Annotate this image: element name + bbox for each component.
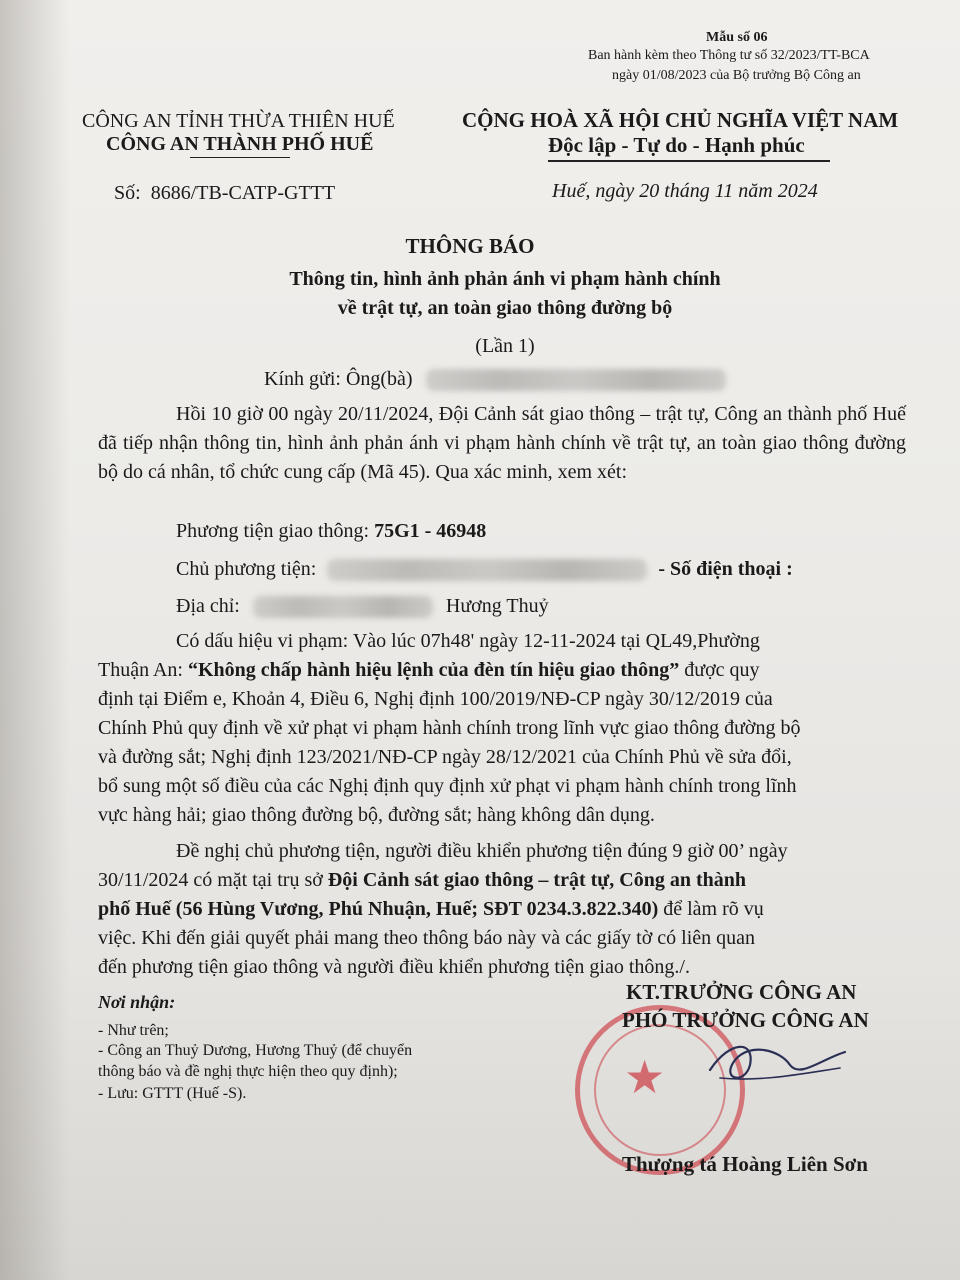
violation-line-3: định tại Điểm e, Khoản 4, Điều 6, Nghị định 100/2019/NĐ-CP ngày 30/12/2019 của (98, 688, 773, 710)
violation-line-5: và đường sắt; Nghị định 123/2021/NĐ-CP ngày 28/12/2021 của Chính Phủ về sửa đổi, (98, 746, 792, 768)
request-office-address: phố Huế (56 Hùng Vương, Phú Nhuận, Huế; SĐT 0234.3.822.340) (98, 898, 659, 920)
vehicle-line (176, 520, 486, 543)
agency-parent: CÔNG AN TỈNH THỪA THIÊN HUẾ (82, 110, 395, 132)
request-line-5: đến phương tiện giao thông và người điều khiển phương tiện giao thông./. (98, 956, 690, 978)
recipients-item-3: - Lưu: GTTT (Huế -S). (98, 1085, 247, 1102)
document-number (114, 182, 335, 205)
address-label: Địa chỉ: (176, 595, 240, 617)
document-subtitle-2: về trật tự, an toàn giao thông đường bộ (337, 297, 673, 319)
address-value: Hương Thuỷ (445, 595, 549, 617)
request-line-3-suffix: để làm rõ vụ (658, 898, 764, 920)
redacted-owner-name (327, 559, 647, 581)
address-line (176, 595, 549, 618)
redacted-address (253, 596, 433, 618)
signature-title-1: KT.TRƯỞNG CÔNG AN (626, 980, 857, 1004)
request-line-1: Đề nghị chủ phương tiện, người điều khiển phương tiện đúng 9 giờ 00’ ngày (176, 840, 788, 862)
violation-line-4: Chính Phủ quy định về xử phạt vi phạm hành chính trong lĩnh vực giao thông đường bộ (98, 717, 801, 739)
document-title: THÔNG BÁO (405, 234, 535, 258)
agency-name: CÔNG AN THÀNH PHỐ HUẾ (106, 133, 374, 155)
vehicle-label: Phương tiện giao thông: (176, 520, 370, 542)
violation-line-6: bổ sung một số điều của các Nghị định quy định xử phạt vi phạm hành chính trong lĩnh (98, 775, 797, 797)
request-line-2-prefix: 30/11/2024 có mặt tại trụ sở (98, 869, 328, 891)
recipient-line (264, 368, 726, 391)
document-subtitle-1: Thông tin, hình ảnh phản ánh vi phạm hành chính (289, 268, 721, 290)
recipient-label: Kính gửi: Ông(bà) (264, 368, 413, 390)
signature-title-2: PHÓ TRƯỞNG CÔNG AN (622, 1008, 869, 1032)
recipients-item-2b: thông báo và đề nghị thực hiện theo quy định); (98, 1063, 398, 1080)
national-motto: Độc lập - Tự do - Hạnh phúc (548, 133, 805, 157)
recipients-title: Nơi nhận: (98, 992, 176, 1012)
redacted-recipient (426, 369, 726, 391)
signer-name: Thượng tá Hoàng Liên Sơn (622, 1152, 868, 1176)
vehicle-plate: 75G1 - 46948 (374, 520, 487, 542)
date-line: Huế, ngày 20 tháng 11 năm 2024 (552, 180, 818, 202)
phone-label: - Số điện thoại : (658, 558, 793, 580)
request-line-3 (98, 898, 764, 921)
violation-location: Thuận An: (98, 659, 188, 681)
recipients-item-2a: - Công an Thuỷ Dương, Hương Thuỷ (để chuyển (98, 1042, 413, 1059)
document-number-label: Số: (114, 182, 141, 204)
nation-heading: CỘNG HOÀ XÃ HỘI CHỦ NGHĨA VIỆT NAM (462, 108, 899, 132)
violation-line-7: vực hàng hải; giao thông đường bộ, đường sắt; hàng không dân dụng. (98, 804, 655, 826)
notice-time: (Lần 1) (475, 335, 535, 357)
owner-line (176, 558, 793, 581)
issued-by-line-2: ngày 01/08/2023 của Bộ trưởng Bộ Công an (612, 68, 861, 83)
violation-line-2 (98, 659, 760, 682)
agency-underline (190, 157, 290, 158)
form-number: Mẫu số 06 (706, 30, 768, 45)
request-line-2 (98, 869, 746, 892)
intro-paragraph: Hồi 10 giờ 00 ngày 20/11/2024, Đội Cảnh sát giao thông – trật tự, Công an thành phố Huế đã tiếp nhận thông tin, hình ảnh phản ánh vi phạm hành chính về trật tự, an toàn giao thông đường bộ do cá nhân, tổ chức cung cấp (Mã 45). Qua xác minh, xem xét: (98, 403, 906, 483)
request-office: Đội Cảnh sát giao thông – trật tự, Công an thành (327, 869, 746, 891)
issued-by-line-1: Ban hành kèm theo Thông tư số 32/2023/TT-BCA (588, 48, 870, 63)
violation-line-2-suffix: được quy (679, 659, 760, 681)
motto-underline (548, 160, 830, 162)
violation-line-1: Có dấu hiệu vi phạm: Vào lúc 07h48' ngày 12-11-2024 tại QL49,Phường (176, 630, 760, 652)
page-shadow (0, 0, 70, 1280)
owner-label: Chủ phương tiện: (176, 558, 317, 580)
document-number-value: 8686/TB-CATP-GTTT (150, 182, 336, 204)
recipients-item-1: - Như trên; (98, 1022, 169, 1039)
handwritten-signature (700, 1030, 850, 1090)
violation-description: “Không chấp hành hiệu lệnh của đèn tín hiệu giao thông” (188, 659, 680, 681)
star-icon: ★ (624, 1052, 666, 1103)
request-line-4: việc. Khi đến giải quyết phải mang theo thông báo này và các giấy tờ có liên quan (98, 927, 756, 949)
